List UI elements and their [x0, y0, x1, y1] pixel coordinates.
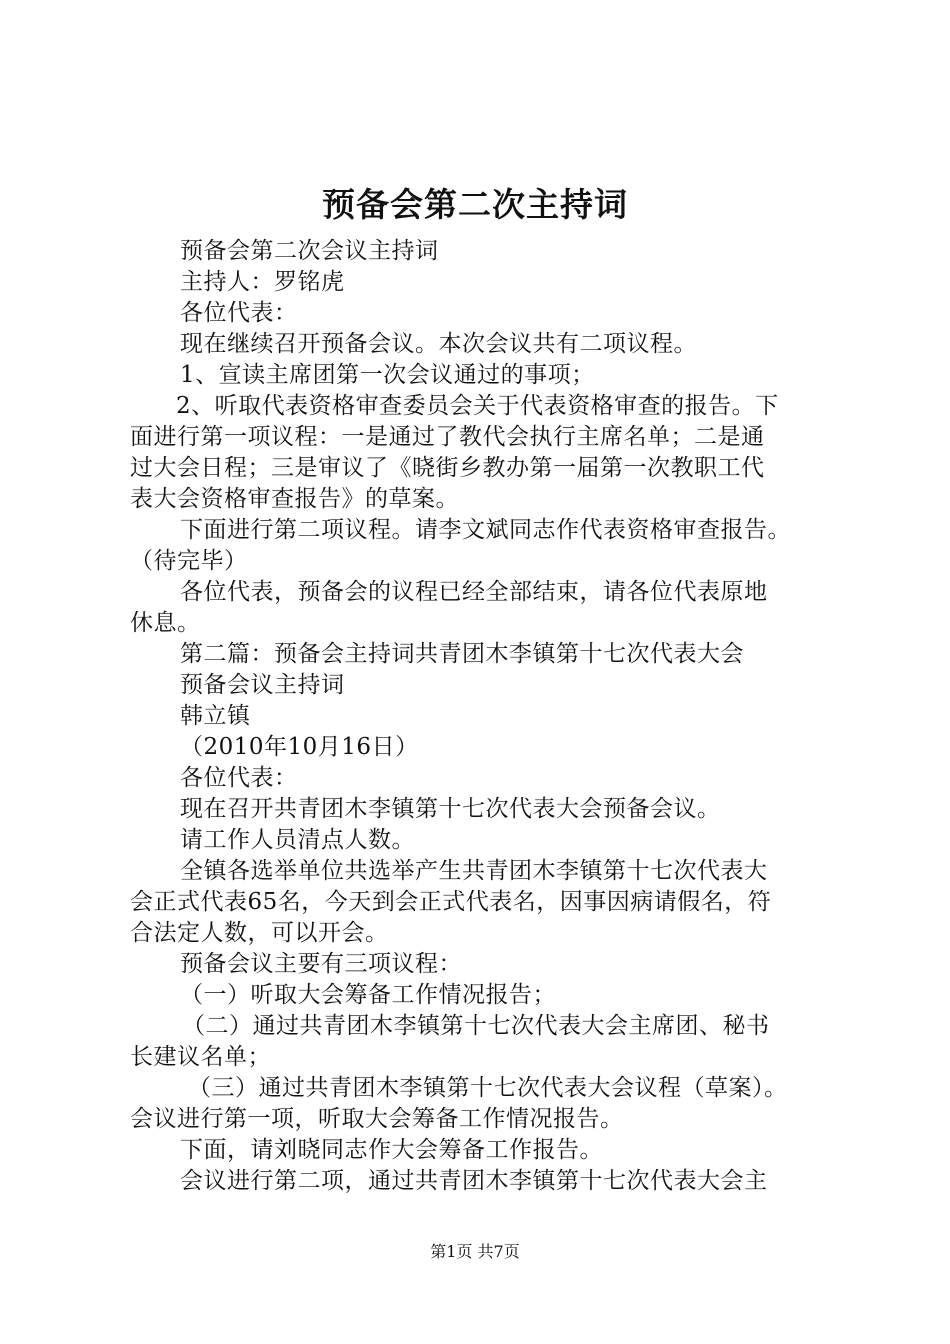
paragraph-line: 2、听取代表资格审查委员会关于代表资格审查的报告。下 — [176, 393, 779, 419]
paragraph-line: 预备会议主要有三项议程： — [180, 951, 462, 977]
paragraph-line: 休息。 — [130, 610, 201, 636]
paragraph-line: （二）通过共青团木李镇第十七次代表大会主席团、秘书 — [182, 1013, 770, 1039]
paragraph-line: 1、宣读主席团第一次会议通过的事项； — [180, 362, 595, 388]
page-number-footer: 第1页 共7页 — [430, 1242, 520, 1261]
paragraph-line: 会议进行第一项，听取大会筹备工作情况报告。 — [130, 1106, 624, 1132]
paragraph-line: 预备会议主持词 — [180, 672, 345, 698]
document-body — [130, 236, 834, 1197]
paragraph-line: （待完毕） — [130, 548, 248, 574]
paragraph-line: 全镇各选举单位共选举产生共青团木李镇第十七次代表大 — [180, 858, 768, 884]
paragraph-line: 各位代表： — [180, 300, 298, 326]
paragraph-line: 各位代表： — [180, 765, 298, 791]
paragraph-line: 现在继续召开预备会议。本次会议共有二项议程。 — [180, 331, 697, 357]
paragraph-line: （2010年10月16日） — [180, 734, 419, 760]
paragraph-line: 韩立镇 — [180, 703, 251, 729]
paragraph-line: 预备会第二次会议主持词 — [180, 238, 439, 264]
paragraph-line: 各位代表，预备会的议程已经全部结束，请各位代表原地 — [180, 579, 768, 605]
paragraph-line: 现在召开共青团木李镇第十七次代表大会预备会议。 — [180, 796, 721, 822]
paragraph-line: 会议进行第二项，通过共青团木李镇第十七次代表大会主 — [180, 1168, 768, 1194]
paragraph-line: （三）通过共青团木李镇第十七次代表大会议程（草案）。 — [188, 1075, 788, 1101]
paragraph-line: 会正式代表65名，今天到会正式代表名，因事因病请假名，符 — [130, 889, 772, 915]
paragraph-line: 下面进行第二项议程。请李文斌同志作代表资格审查报告。 — [180, 517, 791, 543]
paragraph-line: 请工作人员清点人数。 — [180, 827, 415, 853]
paragraph-line: （一）听取大会筹备工作情况报告； — [180, 982, 556, 1008]
paragraph-line: 第二篇：预备会主持词共青团木李镇第十七次代表大会 — [180, 641, 744, 667]
paragraph-line: 过大会日程；三是审议了《晓街乡教办第一届第一次教职工代 — [130, 455, 765, 481]
paragraph-line: 面进行第一项议程：一是通过了教代会执行主席名单；二是通 — [130, 424, 765, 450]
paragraph-line: 表大会资格审查报告》的草案。 — [130, 486, 459, 512]
paragraph-line: 合法定人数，可以开会。 — [130, 920, 389, 946]
paragraph-line: 主持人：罗铭虎 — [180, 269, 345, 295]
paragraph-line: 下面，请刘晓同志作大会筹备工作报告。 — [180, 1137, 603, 1163]
paragraph-line: 长建议名单； — [130, 1044, 271, 1070]
document-title: 预备会第二次主持词 — [322, 185, 628, 224]
